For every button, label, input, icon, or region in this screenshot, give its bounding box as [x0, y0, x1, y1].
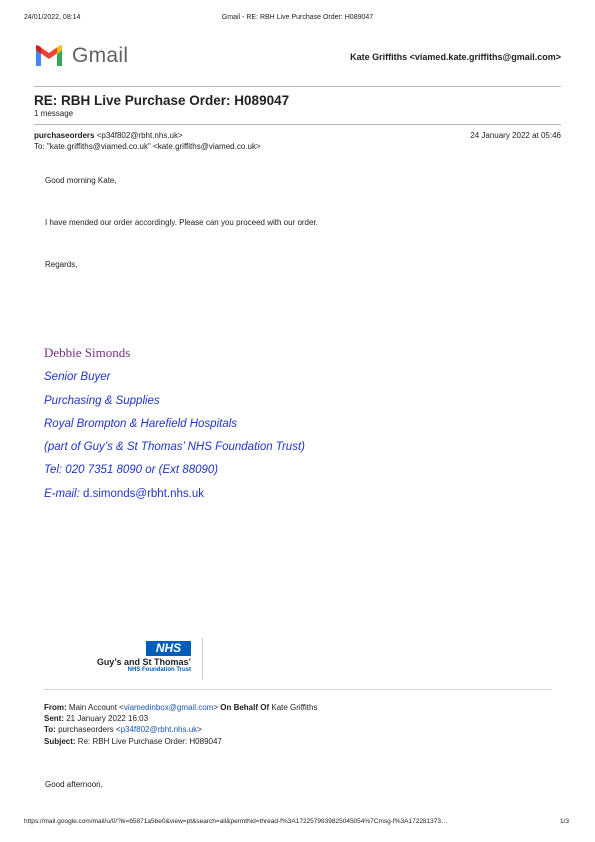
account-identity: Kate Griffiths <viamed.kate.griffiths@gmail.com> — [350, 52, 561, 62]
quoted-to-line — [44, 725, 202, 734]
signature-title: Senior Buyer — [44, 371, 111, 383]
thread-divider — [34, 124, 561, 125]
recipient-line — [34, 142, 261, 151]
quoted-sent-line — [44, 714, 148, 723]
to-label: To: — [34, 142, 45, 151]
quoted-from-close: > — [213, 703, 218, 712]
signature-department: Purchasing & Supplies — [44, 395, 160, 407]
quoted-from-email-link[interactable]: viamedinbox@gmail.com — [123, 703, 214, 712]
quoted-on-behalf-name: Kate Griffiths — [271, 703, 318, 712]
signature-trust: (part of Guy’s & St Thomas’ NHS Foundation Trust) — [44, 441, 305, 453]
closing: Regards, — [45, 260, 78, 269]
quoted-subject-label: Subject: — [44, 737, 76, 746]
nhs-organisation: Guy’s and St Thomas’ — [96, 657, 191, 667]
gmail-logo-icon — [34, 44, 64, 68]
quoted-to-name: purchaseorders < — [58, 725, 121, 734]
page-number: 1/3 — [559, 818, 569, 825]
header-divider — [34, 86, 561, 87]
quoted-on-behalf-label: On Behalf Of — [220, 703, 270, 712]
quoted-to-close: > — [197, 725, 202, 734]
sender-line — [34, 131, 183, 140]
quoted-from-name: Main Account < — [68, 703, 124, 712]
signature-hospitals: Royal Brompton & Harefield Hospitals — [44, 418, 238, 430]
message-date: 24 January 2022 at 05:46 — [470, 131, 561, 140]
greeting: Good morning Kate, — [45, 176, 117, 185]
signature-phone: Tel: 020 7351 8090 or (Ext 88090) — [44, 464, 219, 476]
gmail-wordmark: Gmail — [72, 44, 129, 67]
quoted-to-email-link[interactable]: p34f802@rbht.nhs.uk — [120, 725, 198, 734]
signature-email-line — [44, 488, 204, 500]
quoted-subject-value: Re: RBH Live Purchase Order: H089047 — [77, 737, 222, 746]
logo-divider — [202, 638, 203, 679]
quoted-from-line — [44, 703, 317, 712]
to-value: "kate.griffiths@viamed.co.uk" <kate.griffiths@viamed.co.uk> — [46, 142, 261, 151]
signature-email-link[interactable]: d.simonds@rbht.nhs.uk — [82, 488, 204, 500]
print-title: Gmail - RE: RBH Live Purchase Order: H089047 — [221, 14, 374, 21]
quoted-sent-label: Sent: — [44, 714, 64, 723]
sender-email: <p34f802@rbht.nhs.uk> — [96, 131, 183, 140]
nhs-trust-name: NHS Foundation Trust — [127, 667, 191, 673]
quoted-from-label: From: — [44, 703, 67, 712]
signature-email-label: E-mail: — [44, 488, 80, 500]
body-paragraph: I have mended our order accordingly. Please can you proceed with our order. — [45, 218, 318, 227]
signature-name: Debbie Simonds — [44, 345, 131, 360]
nhs-badge-logo: NHS — [146, 641, 191, 656]
print-url: https://mail.google.com/mail/u/0/?ik=b5871a5be0&view=pt&search=all&permthid=thread-f%3A1722579939825045054%7Cmsg-f%3A172281373… — [24, 818, 448, 825]
quoted-divider — [44, 689, 552, 690]
thread-subject: RE: RBH Live Purchase Order: H089047 — [34, 93, 290, 108]
quoted-sent-value: 21 January 2022 16:03 — [66, 714, 149, 723]
sender-name: purchaseorders — [34, 131, 95, 140]
quoted-subject-line — [44, 737, 222, 746]
quoted-to-label: To: — [44, 725, 56, 734]
quoted-greeting: Good afternoon, — [45, 780, 103, 789]
print-datetime: 24/01/2022, 08:14 — [24, 14, 81, 21]
message-count: 1 message — [34, 109, 74, 118]
